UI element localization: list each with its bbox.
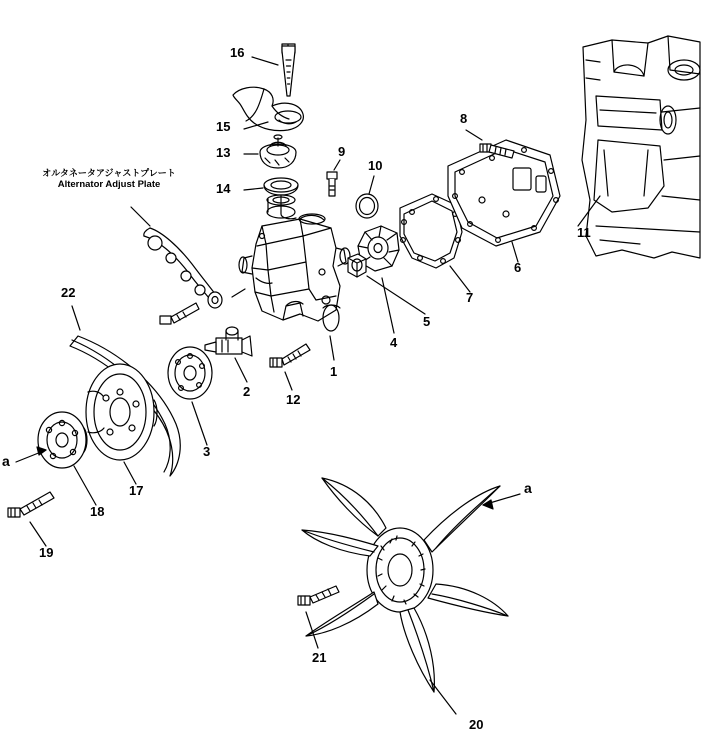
callout-18: 18	[90, 504, 105, 519]
part-16-bolt	[282, 44, 295, 96]
leader-16	[252, 57, 278, 65]
leader-20	[430, 680, 456, 714]
callout-12: 12	[286, 392, 301, 407]
leader-4	[382, 278, 394, 333]
pump-mount-bolt	[160, 303, 199, 324]
callout-20: 20	[469, 717, 484, 732]
part-18-pulley-hub	[38, 412, 87, 468]
callout-6: 6	[514, 260, 522, 275]
part-21-fan-bolt	[298, 586, 339, 605]
callout-8: 8	[460, 111, 468, 126]
part-2-pulley-hub-shaft	[205, 327, 252, 356]
caption-japanese: オルタネータアジャストプレート	[42, 168, 176, 178]
leader-7	[450, 266, 470, 292]
leader-18	[74, 466, 96, 505]
callout-21: 21	[312, 650, 327, 665]
part-15-water-outlet-elbow	[233, 87, 303, 130]
callout-10: 10	[368, 158, 383, 173]
callout-16: 16	[230, 45, 245, 60]
alternator-adjust-plate	[144, 228, 222, 308]
leader-unnumbered	[232, 289, 245, 297]
part-9-small-pin	[327, 172, 337, 196]
part-20-cooling-fan	[302, 478, 508, 692]
part-10-o-ring	[356, 194, 378, 218]
part-1-water-pump-body	[239, 196, 350, 331]
part-19-hub-bolt	[8, 492, 54, 517]
callout-7: 7	[466, 290, 474, 305]
callout-2: 2	[243, 384, 251, 399]
leader-1	[330, 336, 334, 360]
leader-6	[512, 242, 518, 262]
callout-17: 17	[129, 483, 144, 498]
callout-11: 11	[577, 225, 591, 240]
part-17-fan-drive-pulley	[86, 364, 157, 460]
letter-callout-a-left: a	[2, 453, 10, 469]
leader-10	[369, 176, 374, 194]
leader-17	[124, 462, 136, 484]
leader-2	[235, 358, 247, 382]
part-11-cylinder-block	[582, 36, 700, 258]
leader-12	[285, 372, 292, 390]
leader-14	[244, 188, 263, 190]
part-3-pulley-flange	[168, 347, 212, 399]
leader-9	[334, 160, 340, 170]
callout-3: 3	[203, 444, 211, 459]
leader-5	[367, 276, 425, 314]
part-13-thermostat	[260, 135, 296, 168]
leader-8	[466, 130, 482, 140]
leader-22	[72, 306, 80, 330]
callout-22: 22	[61, 285, 76, 300]
leader-3	[192, 402, 207, 445]
callout-4: 4	[390, 335, 398, 350]
callout-15: 15	[216, 119, 231, 134]
leader-alternator-plate	[131, 207, 150, 226]
leader-19	[30, 522, 46, 546]
part-12-bolt	[270, 344, 310, 367]
callout-13: 13	[216, 145, 231, 160]
part-5-plug-nut	[348, 254, 366, 277]
caption-english: Alternator Adjust Plate	[57, 179, 161, 190]
callout-1: 1	[330, 364, 338, 379]
letter-callout-a-right: a	[524, 480, 532, 496]
callout-19: 19	[39, 545, 54, 560]
callout-5: 5	[423, 314, 431, 329]
callout-14: 14	[216, 181, 231, 196]
callout-9: 9	[338, 144, 346, 159]
alternator-adjust-plate-caption	[34, 168, 184, 190]
